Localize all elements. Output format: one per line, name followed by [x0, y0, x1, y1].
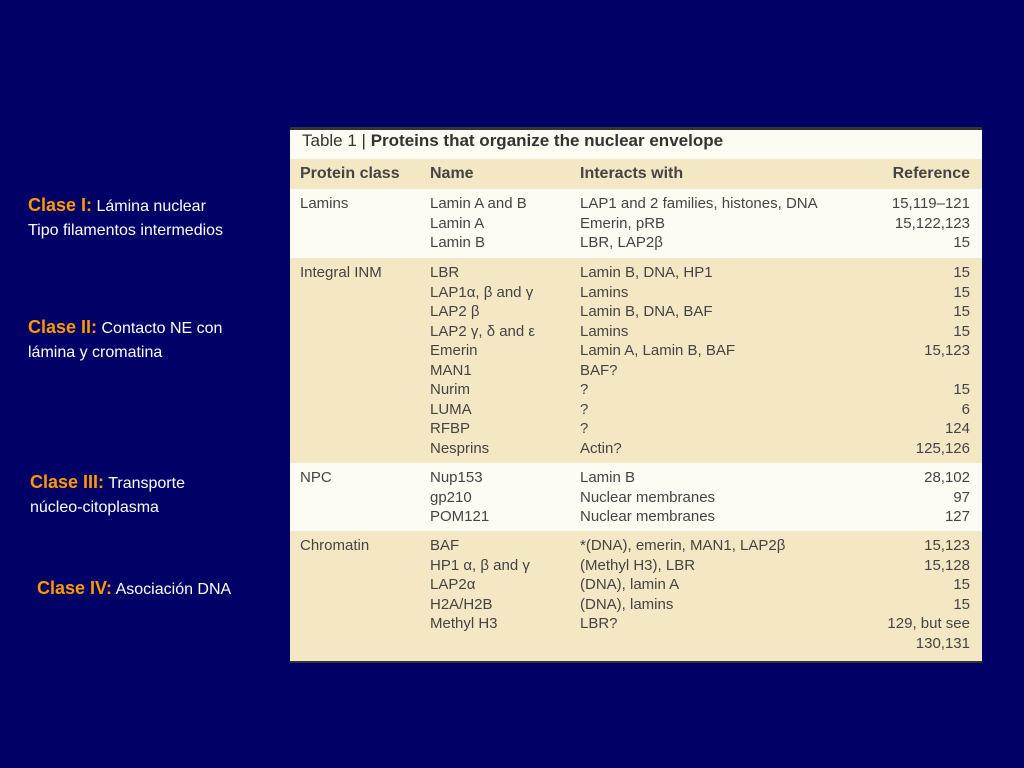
reference-cell: 127 [944, 508, 970, 525]
name-cell: Nup153 [430, 469, 483, 486]
name-cell: Lamin A [430, 214, 485, 232]
table-group-row [290, 189, 982, 258]
label-clase-2-sep: : [91, 317, 98, 337]
label-clase-2 [28, 315, 222, 365]
interacts-with-column [580, 468, 715, 527]
label-clase-3-key: Clase III [30, 472, 99, 492]
name-cell: Methyl H3 [430, 615, 498, 632]
header-name: Name [430, 165, 474, 182]
reference-cell-cont: 130,131 [915, 634, 970, 652]
label-clase-1-text: Lámina nuclear [92, 198, 206, 215]
header-protein-class: Protein class [300, 165, 400, 182]
name-cell: LAP2 γ, δ and ε [430, 322, 536, 340]
reference-cell: 15 [953, 234, 970, 251]
interacts-with-cell: ? [580, 400, 589, 418]
reference-cell: 15 [953, 283, 970, 301]
name-cell: POM121 [430, 508, 490, 525]
table-group-row [290, 463, 982, 531]
interacts-with-cell: LAP1 and 2 families, histones, DNA [580, 195, 818, 212]
reference-column [892, 194, 970, 253]
name-cell: Emerin [430, 342, 478, 359]
reference-cell: 97 [953, 488, 970, 506]
table-header-row [290, 159, 982, 189]
interacts-with-cell: LBR, LAP2β [580, 234, 663, 251]
interacts-with-cell: Lamin B, DNA, HP1 [580, 264, 713, 281]
reference-cell: 28,102 [924, 469, 970, 486]
reference-cell [916, 361, 970, 381]
name-cell: LUMA [430, 400, 472, 418]
table-top-rule [290, 127, 982, 130]
reference-cell: 15 [953, 381, 970, 398]
name-cell: Nurim [430, 381, 470, 398]
name-cell: Lamin A and B [430, 195, 527, 212]
interacts-with-cell: (DNA), lamin A [580, 576, 680, 593]
name-cell: HP1 α, β and γ [430, 556, 530, 574]
name-column [430, 194, 527, 253]
interacts-with-cell: Nuclear membranes [580, 488, 716, 506]
reference-cell: 15,123 [924, 342, 970, 359]
label-clase-2-text: Contacto NE con [97, 320, 223, 337]
interacts-with-column [580, 536, 785, 634]
interacts-with-cell: ? [580, 381, 589, 398]
name-cell: Nesprins [430, 439, 490, 457]
name-cell: gp210 [430, 488, 472, 506]
reference-cell: 125,126 [915, 439, 970, 457]
interacts-with-cell: Lamin A, Lamin B, BAF [580, 342, 736, 359]
reference-cell: 129, but see [887, 615, 970, 632]
name-cell: LAP2α [430, 576, 476, 593]
reference-column [916, 263, 970, 458]
name-cell: LBR [430, 264, 460, 281]
interacts-with-cell: Actin? [580, 439, 622, 457]
name-column [430, 536, 530, 634]
label-clase-4-key: Clase IV: [37, 578, 113, 598]
name-cell: BAF [430, 537, 460, 554]
name-column [430, 468, 489, 527]
reference-cell: 6 [961, 400, 970, 418]
interacts-with-cell: BAF? [580, 361, 618, 379]
reference-cell: 15 [953, 322, 970, 340]
label-clase-4 [37, 576, 231, 602]
interacts-with-column [580, 194, 818, 253]
label-clase-3-line2: núcleo-citoplasma [30, 499, 159, 516]
reference-cell: 15 [953, 303, 970, 320]
label-clase-4-text: Asociación DNA [112, 581, 232, 598]
name-cell: LAP2 β [430, 303, 480, 320]
interacts-with-cell: ? [580, 420, 589, 437]
label-clase-2-key: Clase II [28, 317, 92, 337]
name-cell: Lamin B [430, 234, 486, 251]
interacts-with-cell: LBR? [580, 615, 618, 632]
protein-class-cell: Lamins [300, 195, 349, 212]
reference-cell: 15,128 [924, 556, 970, 574]
interacts-with-cell: (Methyl H3), LBR [580, 556, 696, 574]
interacts-with-column [580, 263, 735, 458]
interacts-with-cell: (DNA), lamins [580, 595, 674, 613]
reference-column [924, 468, 970, 527]
header-reference: Reference [892, 165, 970, 182]
reference-cell: 15,123 [924, 537, 970, 554]
name-cell: LAP1α, β and γ [430, 283, 534, 301]
label-clase-1-line2: Tipo filamentos intermedios [28, 222, 224, 239]
label-clase-1-sep: : [86, 195, 93, 215]
interacts-with-cell: Emerin, pRB [580, 214, 666, 232]
protein-class-cell: NPC [300, 469, 332, 486]
name-cell: H2A/H2B [430, 595, 493, 613]
reference-cell: 15 [953, 576, 970, 593]
name-column [430, 263, 535, 458]
reference-cell: 15,122,123 [894, 214, 970, 232]
table-group-row [290, 258, 982, 463]
reference-cell: 124 [944, 420, 970, 437]
label-clase-1 [28, 193, 223, 243]
reference-cell: 15 [953, 264, 970, 281]
interacts-with-cell: Lamin B [580, 469, 636, 486]
name-cell: RFBP [430, 420, 471, 437]
interacts-with-cell: *(DNA), emerin, MAN1, LAP2β [580, 537, 786, 554]
interacts-with-cell: Lamins [580, 322, 629, 340]
table-title-prefix: Table 1 | [302, 131, 371, 150]
reference-column [887, 536, 970, 653]
label-clase-3-sep: : [98, 472, 105, 492]
reference-cell: 15 [953, 595, 970, 613]
label-clase-3 [30, 470, 185, 520]
label-clase-3-text: Transporte [104, 475, 185, 492]
protein-table [290, 127, 982, 663]
interacts-with-cell: Lamins [580, 283, 629, 301]
label-clase-1-key: Clase I [28, 195, 87, 215]
label-clase-2-line2: lámina y cromatina [28, 344, 163, 361]
protein-class-cell: Chromatin [300, 537, 370, 554]
protein-class-cell: Integral INM [300, 264, 382, 281]
header-interacts-with: Interacts with [580, 165, 684, 182]
table-group-row [290, 531, 982, 661]
reference-cell: 15,119–121 [891, 195, 970, 212]
table-title [302, 131, 723, 151]
name-cell: MAN1 [430, 361, 472, 379]
table-title-text: Proteins that organize the nuclear envelope [370, 131, 724, 150]
interacts-with-cell: Nuclear membranes [580, 508, 716, 525]
interacts-with-cell: Lamin B, DNA, BAF [580, 303, 713, 320]
